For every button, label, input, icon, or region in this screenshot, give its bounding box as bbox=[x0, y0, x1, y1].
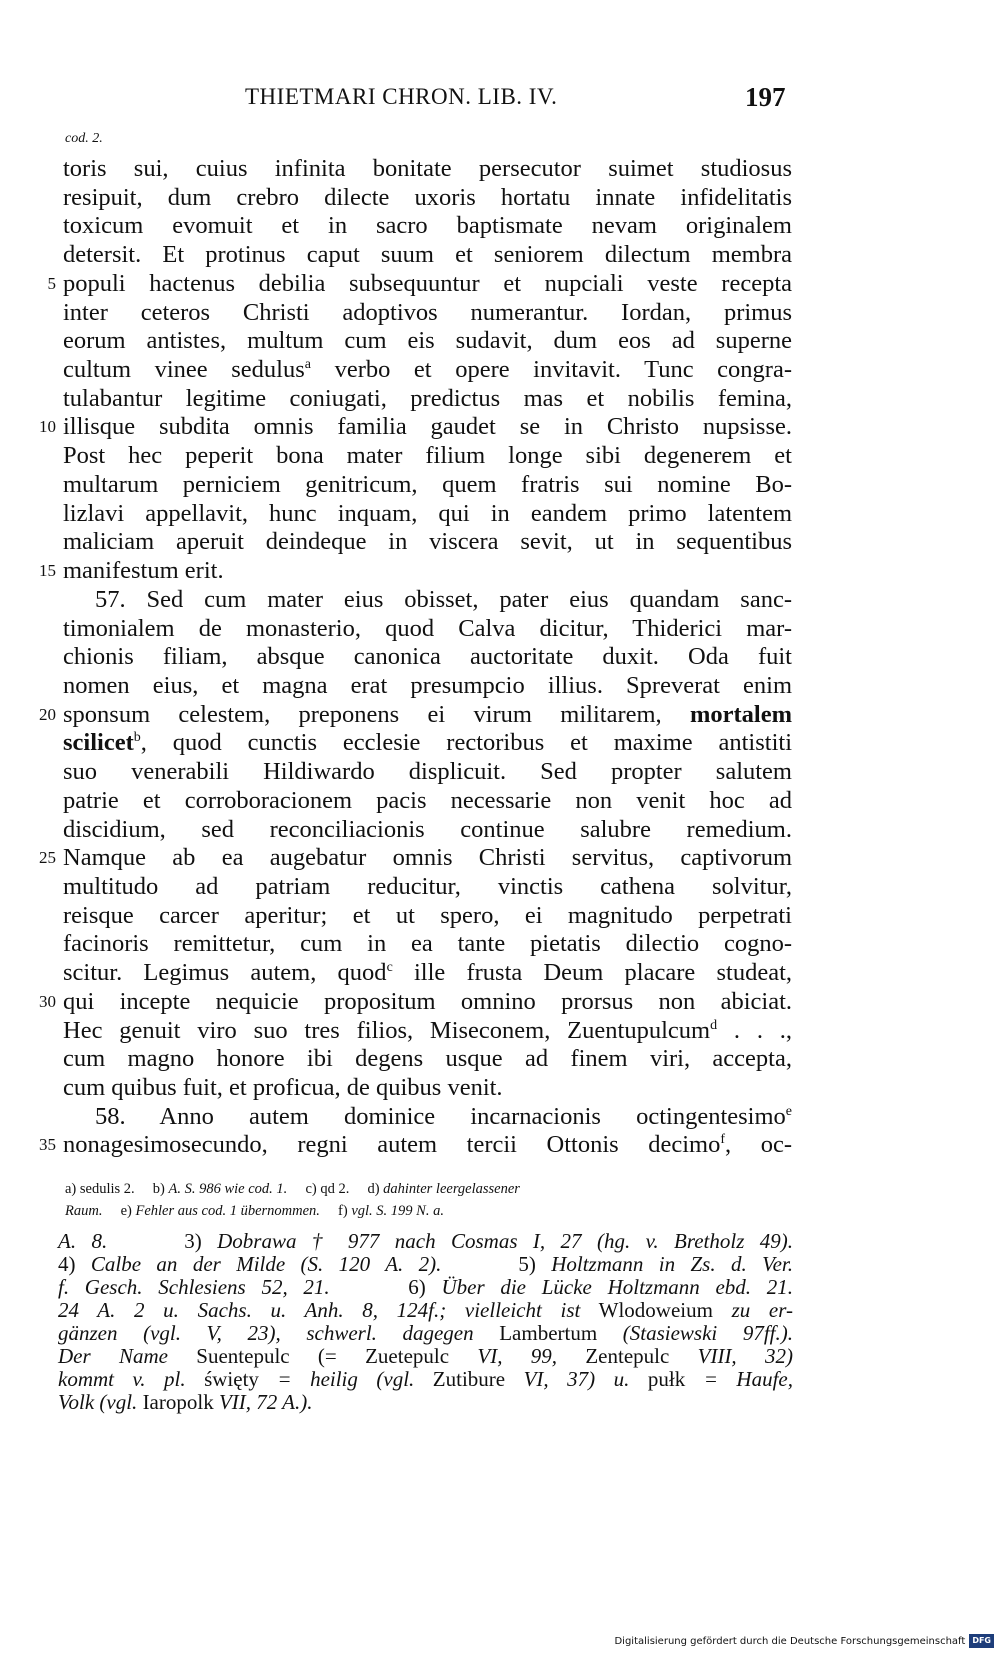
line-text: discidium, sed reconciliacionis continue salubre remedium. bbox=[63, 815, 792, 843]
running-header bbox=[0, 82, 1000, 122]
commentary-line: Volk (vgl. Iaropolk VII, 72 A.). bbox=[58, 1390, 313, 1414]
text-line bbox=[0, 212, 1000, 241]
text-line bbox=[0, 959, 1000, 988]
line-text: multarum perniciem genitricum, quem fratris sui nomine Bo- bbox=[63, 470, 792, 498]
line-text: qui incepte nequicie propositum omnino prorsus non abiciat. bbox=[63, 987, 792, 1015]
line-text: reisque carcer aperitur; et ut spero, ei magnitudo perpetrati bbox=[63, 901, 792, 929]
text-line bbox=[0, 270, 1000, 299]
line-text: illisque subdita omnis familia gaudet se in Christo nupsisse. bbox=[63, 413, 792, 441]
text-line bbox=[0, 528, 1000, 557]
line-number: 20 bbox=[39, 704, 56, 724]
text-line bbox=[0, 327, 1000, 356]
text-line bbox=[0, 471, 1000, 500]
line-text: scitur. Legimus autem, quod$^c$ ille frusta Deum placare studeat, bbox=[63, 959, 793, 987]
commentary-line: gänzen (vgl. V, 23), schwerl. dagegen Lambertum (Stasiewski 97ff.). bbox=[58, 1321, 793, 1345]
line-number: 30 bbox=[39, 991, 56, 1011]
main-text bbox=[0, 155, 1000, 1160]
line-text: toxicum evomuit et in sacro baptismate nevam originalem bbox=[63, 212, 792, 240]
text-line bbox=[0, 442, 1000, 471]
text-line bbox=[0, 557, 1000, 586]
line-number: 10 bbox=[39, 417, 56, 437]
page-number: 197 bbox=[745, 82, 786, 112]
text-line bbox=[0, 586, 1000, 615]
line-number: 35 bbox=[39, 1135, 56, 1155]
line-text: chionis filiam, absque canonica auctoritate duxit. Oda fuit bbox=[63, 643, 792, 671]
line-text: detersit. Et protinus caput suum et seniorem dilectum membra bbox=[63, 241, 792, 269]
line-text: manifestum erit. bbox=[63, 557, 224, 585]
commentary-line: 4) Calbe an der Milde (S. 120 A. 2). 5) Holtzmann in Zs. d. Ver. bbox=[58, 1252, 794, 1276]
line-text: resipuit, dum crebro dilecte uxoris hortatu innate infidelitatis bbox=[63, 183, 792, 211]
codex-note: cod. 2. bbox=[65, 131, 103, 146]
text-line bbox=[0, 413, 1000, 442]
text-line bbox=[0, 930, 1000, 959]
footer-credit-text: Digitalisierung gefördert durch die Deutsche Forschungsgemeinschaft bbox=[614, 1635, 966, 1647]
line-text: cultum vinee sedulus$^a$ verbo et opere invitavit. Tunc congra- bbox=[63, 356, 792, 384]
text-line bbox=[0, 844, 1000, 873]
text-line bbox=[0, 155, 1000, 184]
line-text: nonagesimosecundo, regni autem tercii Ottonis decimo$^f$, oc- bbox=[63, 1131, 792, 1159]
text-line bbox=[0, 1074, 1000, 1103]
text-line bbox=[0, 729, 1000, 758]
text-line bbox=[0, 988, 1000, 1017]
text-line bbox=[0, 643, 1000, 672]
line-text: suo venerabili Hildiwardo displicuit. Sed propter salutem bbox=[63, 758, 792, 786]
line-text: Hec genuit viro suo tres filios, Miseconem, Zuentupulcum$^d$ . . ., bbox=[63, 1016, 793, 1044]
commentary-line: A. 8. 3) Dobrawa † 977 nach Cosmas I, 27 (hg. v. Bretholz 49). bbox=[58, 1229, 794, 1253]
text-line bbox=[0, 873, 1000, 902]
text-line bbox=[0, 701, 1000, 730]
text-line bbox=[0, 816, 1000, 845]
dfg-logo: DFG bbox=[969, 1634, 994, 1648]
apparatus-line: a) sedulis 2. b) A. S. 986 wie cod. 1. c) qd 2. d) dahinter leergelassener bbox=[65, 1181, 520, 1197]
footer-credit bbox=[614, 1633, 994, 1649]
line-text: toris sui, cuius infinita bonitate persecutor suimet studiosus bbox=[63, 155, 792, 182]
text-line bbox=[0, 500, 1000, 529]
line-text: Post hec peperit bona mater filium longe sibi degenerem et bbox=[63, 442, 792, 470]
line-text: Namque ab ea augebatur omnis Christi servitus, captivorum bbox=[63, 844, 792, 872]
text-line bbox=[0, 672, 1000, 701]
line-text: scilicet$^b$, quod cunctis ecclesie rectoribus et maxime antistiti bbox=[63, 729, 792, 757]
line-text: cum magno honore ibi degens usque ad finem viri, accepta, bbox=[63, 1045, 792, 1073]
text-line bbox=[0, 1131, 1000, 1160]
line-text: nomen eius, et magna erat presumpcio illius. Spreverat enim bbox=[63, 671, 792, 699]
critical-apparatus bbox=[65, 1178, 792, 1222]
line-text: 57. Sed cum mater eius obisset, pater eius quandam sanc- bbox=[95, 585, 792, 613]
line-text: facinoris remittetur, cum in ea tante pietatis dilectio cogno- bbox=[63, 930, 792, 958]
text-line bbox=[0, 787, 1000, 816]
commentary-line: 24 A. 2 u. Sachs. u. Anh. 8, 124f.; vielleicht ist Wlodoweium zu er- bbox=[58, 1298, 793, 1322]
running-title: THIETMARI CHRON. LIB. IV. bbox=[245, 84, 558, 109]
commentary-notes bbox=[58, 1230, 793, 1414]
line-text: multitudo ad patriam reducitur, vinctis cathena solvitur, bbox=[63, 872, 792, 900]
text-line bbox=[0, 615, 1000, 644]
line-text: tulabantur legitime coniugati, predictus mas et nobilis femina, bbox=[63, 384, 792, 412]
line-text: 58. Anno autem dominice incarnacionis octingentesimo$^e$ bbox=[95, 1102, 792, 1130]
line-number: 25 bbox=[39, 848, 56, 868]
line-text: maliciam aperuit deindeque in viscera sevit, ut in sequentibus bbox=[63, 528, 792, 556]
text-line bbox=[0, 758, 1000, 787]
apparatus-line: Raum. e) Fehler aus cod. 1 übernommen. f) vgl. S. 199 N. a. bbox=[65, 1203, 444, 1219]
text-line bbox=[0, 184, 1000, 213]
text-line bbox=[0, 1045, 1000, 1074]
line-text: patrie et corroboracionem pacis necessarie non venit hoc ad bbox=[63, 786, 792, 814]
line-text: timonialem de monasterio, quod Calva dicitur, Thiderici mar- bbox=[63, 614, 792, 642]
line-number: 5 bbox=[47, 273, 56, 293]
text-line bbox=[0, 1017, 1000, 1046]
commentary-line: f. Gesch. Schlesiens 52, 21. 6) Über die Lücke Holtzmann ebd. 21. bbox=[58, 1275, 794, 1299]
commentary-line: kommt v. pl. święty = heilig (vgl. Zutibure VI, 37) u. pułk = Haufe, bbox=[58, 1367, 793, 1391]
line-text: cum quibus fuit, et proficua, de quibus venit. bbox=[63, 1074, 503, 1101]
line-text: inter ceteros Christi adoptivos numerantur. Iordan, primus bbox=[63, 298, 792, 326]
commentary-line: Der Name Suentepulc (= Zuetepulc VI, 99, Zentepulc VIII, 32) bbox=[58, 1344, 793, 1368]
line-text: eorum antistes, multum cum eis sudavit, dum eos ad superne bbox=[63, 327, 792, 355]
line-text: populi hactenus debilia subsequuntur et nupciali veste recepta bbox=[63, 269, 792, 297]
text-line bbox=[0, 356, 1000, 385]
text-line bbox=[0, 299, 1000, 328]
text-line bbox=[0, 385, 1000, 414]
text-line bbox=[0, 902, 1000, 931]
text-line bbox=[0, 241, 1000, 270]
text-line bbox=[0, 1103, 1000, 1132]
line-text: sponsum celestem, preponens ei virum militarem, mortalem bbox=[63, 700, 792, 728]
line-text: lizlavi appellavit, hunc inquam, qui in eandem primo latentem bbox=[63, 499, 792, 527]
line-number: 15 bbox=[39, 561, 56, 581]
